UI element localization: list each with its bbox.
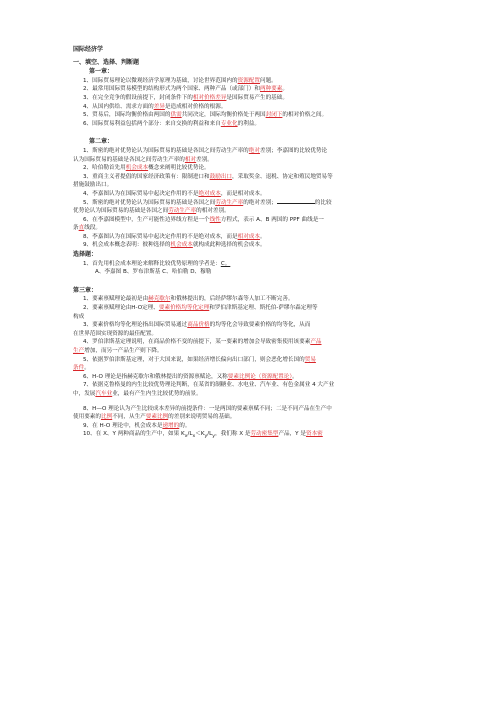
ch1-item-6: 6、国际贸易利益包括两个部分：来自交换的利益和来自专业化的利益。 [83,120,260,127]
ch3-item-5: 5、依据罗伯津斯基定理，对于大国来说，如果经济增长偏向出口部门，则会恶化增长国的贸易 [83,356,316,363]
ch3-item-4: 4、罗伯津斯基定理说明，在商品价格不变的前提下，某一要素的增加会导致密集使用该要素产品 [83,339,322,346]
ch2-item-1: 1、斯密的绝对优势论认为国际贸易的基础是各国之间劳动生产率的绝对差别；李嘉图的比较优势论 [83,147,328,154]
ch2-item-5-cont: 优势论认为国际贸易的基础是各国之间劳动生产率的相对差别。 [73,208,230,215]
ch3-item-7-cont: 中，发展汽车业业，最有产生内生比较优势的前景。 [73,390,202,397]
ch2-item-6-cont: 条直线段。 [73,225,102,232]
ch2-item-5: 5、斯密的绝对优势论认为国际贸易的基础是各国之间劳动生产率的绝对差别； 的比较 [83,199,332,206]
ch3-item-2: 2、要素禀赋理论由H-O定理、要素价格均等化定理和罗伯津斯基定理、斯托伯-萨缪尔森定理等 [83,305,318,312]
ch2-item-8: 8、李嘉图认为在国际贸易中起决定作用的不是绝对成本，而是相对成本。 [83,233,266,240]
ch2-item-6: 6、在李嘉图模型中，生产可能性边界线方程是一个线性方程式，表示 A、B 两国的 PPF 曲线是一 [83,216,324,223]
ch3-item-5-cont: 条件。 [73,365,90,372]
choice-options: A、李嘉图 B、罗布津斯基 C、哈伯勒 D、穆勒 [95,269,212,276]
ch3-item-3: 3、要素价格均等化理论指出国际贸易通过商品价格的均等化会导致要素价格的均等化，从而 [83,322,311,329]
chapter1-heading: 第一章： [89,68,114,76]
ch1-item-4: 4、从国内供给、需求方面的差异是造成相对价格的根源。 [83,103,227,110]
blank-line [277,203,315,204]
ch3-item-7: 7、依据克鲁格曼的内生比较优势理论判断，在某省的制糖业、水电业、汽车业、有色金属业 4 大产业 [83,382,335,389]
section-heading: 一、填空、选择、判断题 [73,58,140,66]
ch1-item-5: 5、贸易后，国际均衡价格由两国的供需共同决定，国际均衡价格处于两国封闭下的相对价格之间。 [83,112,328,119]
ch3-item-2-cont: 构成 [73,313,85,320]
choice-heading: 选择题： [73,251,98,259]
chapter3-heading: 第三章： [73,286,98,294]
doc-title: 国际经济学 [73,46,104,53]
ch1-item-1: 1、国际贸易理论以微观经济学原理为基础，讨论世界范围内的资源配置问题。 [83,77,277,84]
ch3-item-10: 10、在 X、Y 两种商品的生产中，如果 $K_x/L_x<K_y/L_y$，我们称 X 是劳动密集型产品，Y 是资本密 [83,431,323,440]
ch1-item-3: 3、在完全竞争的假设前提下，封闭条件下的相对价格差异是国际贸易产生的基础。 [83,94,288,101]
ch3-item-6: 6、H-O 理论是指赫克歇尔和俄林提出的资源禀赋论，又称要素比例论（资源配置论）。 [83,373,298,380]
ch3-item-4-cont: 生产增加，而另一产品生产则下降。 [73,348,163,354]
ch2-item-9: 9、机会成本概念表明：彼种选择的机会成本就构成此种选择的机会成本。 [83,242,266,249]
ch2-item-4: 4、李嘉图认为在国际贸易中起决定作用的不是绝对成本，而是相对成本。 [83,190,266,197]
ch2-item-3: 3、重商主义者提倡的国家经济政策有：限制进口和鼓励出口，采取奖金、退税、协定和殖民地贸易等 [83,173,333,180]
choice-item-1: 1、首先用机会成本理论来解释比较优势原理的学者是：C。 [83,260,231,267]
ch2-item-3-cont: 措施鼓励出口。 [73,182,113,189]
ch1-item-2: 2、最常用国际贸易模型的结构形式为两个国家、两种产品（或部门）和两种要素。 [83,86,288,93]
ch2-item-1-cont: 认为国际贸易的基础是各国之间劳动生产率的相对差别。 [73,156,213,163]
document-page [73,46,425,442]
ch3-item-3-cont: 在世界范围实现资源的最佳配置。 [73,330,157,337]
ch3-item-1: 1、要素禀赋理论最初是由赫克歇尔和俄林提出的，后经萨缪尔森等人加工不断完善。 [83,296,294,303]
ch3-item-8: 8、H—O 理论认为产生比较成本差异的前提条件：一是两国的要素禀赋不同；二是不同产品在生产中 [83,405,332,412]
ch3-item-8-cont: 使用要素的比例不同，从生产要素比例的差别来说明贸易的基础。 [73,414,236,421]
ch2-item-2: 2、哈伯勒首先用机会成本概念来阐明比较优势论。 [83,165,210,172]
chapter2-heading: 第二章： [89,138,114,146]
ch3-item-9: 9、在 H-O 理论中，机会成本是递增的的。 [83,422,191,429]
